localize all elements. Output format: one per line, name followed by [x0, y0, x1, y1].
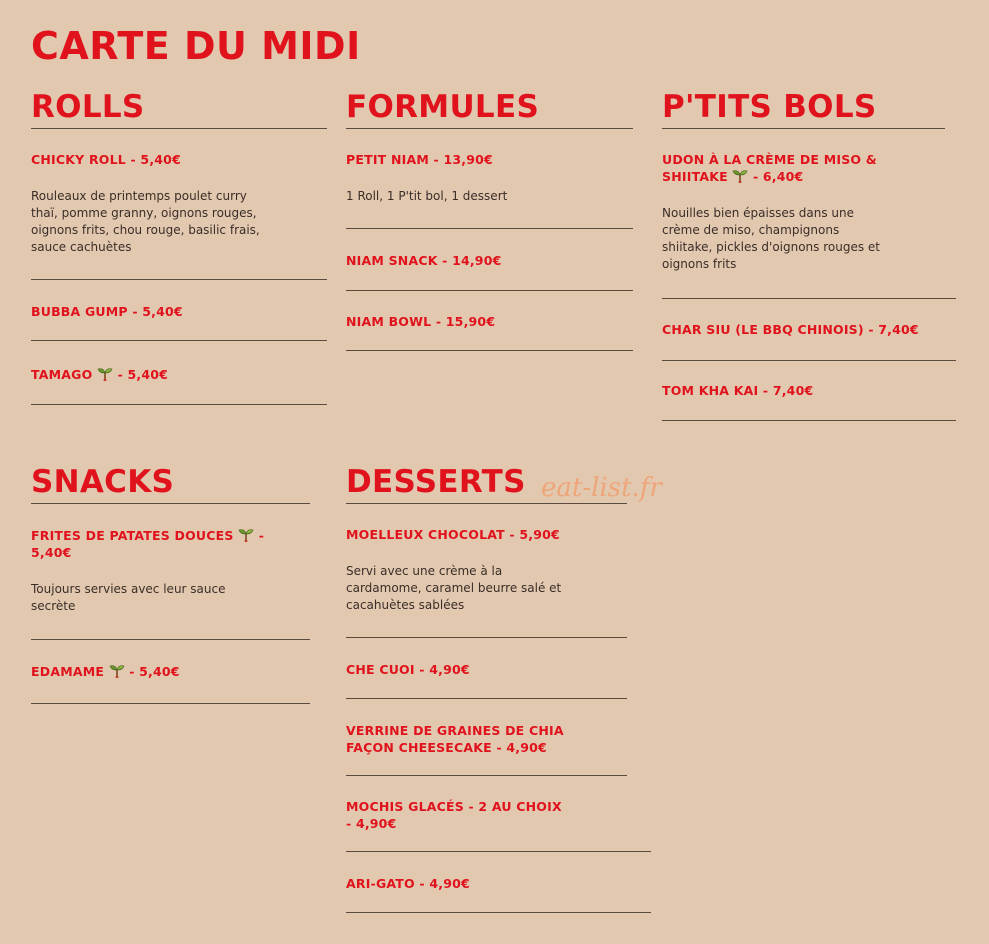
vegetarian-leaf-icon [109, 664, 125, 678]
menu-item-description: Nouilles bien épaisses dans une crème de miso, champignons shiitake, pickles d'oignons rouges et oignons frits [662, 206, 880, 271]
menu-item-name: PETIT NIAM - 13,90€ [346, 152, 493, 167]
menu-item-description: Servi avec une crème à la cardamome, caramel beurre salé et cacahuètes sablées [346, 564, 562, 612]
section-title-ptits-bols: P'TITS BOLS [662, 88, 945, 129]
divider [346, 350, 633, 351]
menu-item [346, 875, 470, 892]
menu-item [662, 382, 956, 399]
menu-item [346, 526, 627, 614]
section-title-snacks: SNACKS [31, 463, 310, 504]
menu-item-name: NIAM SNACK - 14,90€ [346, 253, 502, 268]
divider [346, 290, 633, 291]
divider [346, 912, 651, 913]
vegetarian-leaf-icon [732, 169, 748, 183]
menu-item [662, 151, 892, 273]
menu-item-name: CHICKY ROLL - 5,40€ [31, 152, 181, 167]
menu-item-name [31, 366, 168, 383]
menu-item-price: - 6,40€ [752, 169, 804, 184]
menu-item-name-text: TAMAGO [31, 367, 93, 382]
section-rolls [31, 88, 327, 382]
menu-item-name: BUBBA GUMP - 5,40€ [31, 304, 183, 319]
divider [31, 639, 310, 640]
menu-item-name [662, 151, 892, 185]
divider [662, 360, 956, 361]
divider [31, 703, 310, 704]
section-ptits-bols [662, 88, 956, 398]
menu-item-name-text: EDAMAME [31, 664, 105, 679]
menu-item-description: Rouleaux de printemps poulet curry thaï, pomme granny, oignons rouges, oignons frits, chou rouge, basilic frais, sauce cachuètes [31, 189, 260, 254]
menu-item-name-text: FRITES DE PATATES DOUCES [31, 528, 234, 543]
divider [662, 420, 956, 421]
menu-item [346, 313, 495, 330]
divider [346, 637, 627, 638]
section-title-rolls: ROLLS [31, 88, 327, 129]
divider [346, 851, 651, 852]
page-title: CARTE DU MIDI [31, 24, 361, 68]
section-formules [346, 88, 633, 329]
vegetarian-leaf-icon [238, 528, 254, 542]
divider [346, 775, 627, 776]
menu-item [346, 252, 502, 269]
divider [662, 298, 956, 299]
menu-item-name: MOELLEUX CHOCOLAT - 5,90€ [346, 527, 560, 542]
menu-item-name: CHAR SIU (LE BBQ CHINOIS) - 7,40€ [662, 322, 919, 337]
menu-item-name: CHE CUOI - 4,90€ [346, 662, 470, 677]
menu-item [346, 151, 633, 205]
menu-item [31, 303, 183, 320]
section-title-desserts: DESSERTS [346, 463, 627, 504]
divider [31, 404, 327, 405]
divider [346, 228, 633, 229]
menu-item-name: NIAM BOWL - 15,90€ [346, 314, 496, 329]
divider [346, 698, 627, 699]
menu-item [346, 798, 571, 832]
menu-item [31, 151, 327, 256]
menu-item-description: Toujours servies avec leur sauce secrète [31, 582, 226, 613]
menu-item-name: MOCHIS GLACÉS - 2 AU CHOIX - 4,90€ [346, 799, 562, 831]
menu-item-name: VERRINE DE GRAINES DE CHIA FAÇON CHEESECAKE - 4,90€ [346, 723, 564, 755]
watermark: eat-list.fr [541, 473, 662, 503]
menu-item-name [31, 527, 281, 561]
menu-item [346, 661, 470, 678]
menu-item-price: - 5,40€ [129, 664, 180, 679]
menu-item [31, 663, 180, 680]
menu-item [662, 321, 956, 338]
divider [31, 340, 327, 341]
menu-item-name: ARI-GATO - 4,90€ [346, 876, 470, 891]
menu-item-name: TOM KHA KAI - 7,40€ [662, 383, 814, 398]
vegetarian-leaf-icon [97, 367, 113, 381]
menu-item-description: 1 Roll, 1 P'tit bol, 1 dessert [346, 189, 508, 203]
section-title-formules: FORMULES [346, 88, 633, 129]
menu-item [346, 722, 571, 756]
menu-item-price: - 5,40€ [117, 367, 169, 382]
menu-item-name-text: UDON À LA CRÈME DE MISO & SHIITAKE [662, 152, 877, 184]
divider [31, 279, 327, 280]
section-snacks [31, 463, 310, 679]
menu-item-price: - 5,40€ [31, 528, 265, 560]
menu-item [31, 366, 168, 383]
menu-item [31, 527, 281, 615]
menu-item-name [31, 663, 180, 680]
